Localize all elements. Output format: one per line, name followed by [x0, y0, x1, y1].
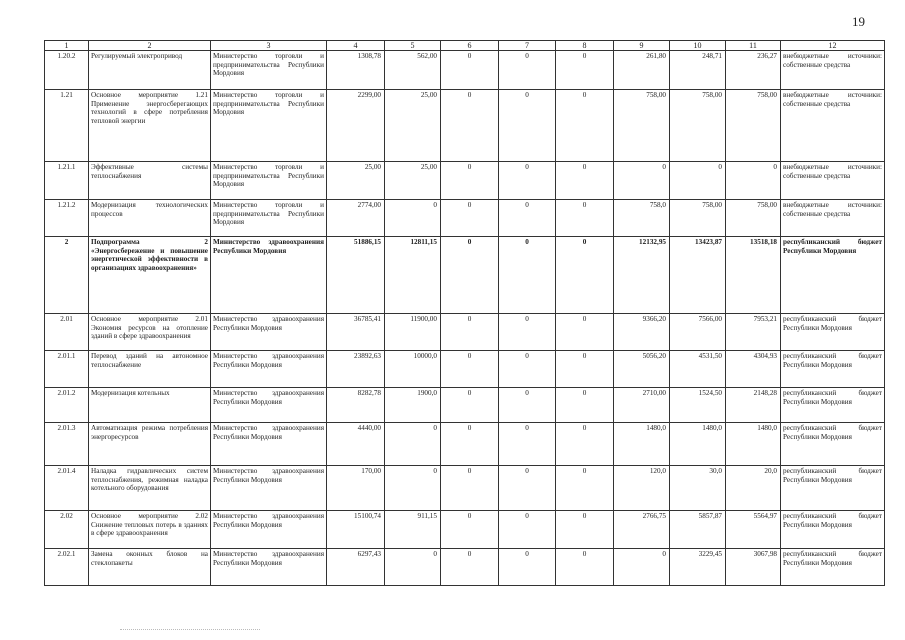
cell-executor: Министерство здравоохранения Республики Мордовия	[211, 549, 327, 586]
column-header: 8	[556, 41, 614, 51]
column-header: 7	[499, 41, 556, 51]
cell-name: Основное мероприятие 1.21 Применение энергосберегающих технологий в сфере потребления тепловой энергии	[89, 90, 211, 162]
cell-code: 1.21	[45, 90, 89, 162]
cell-name: Эффективные системы теплоснабжения	[89, 162, 211, 200]
cell-c4: 8282,78	[327, 388, 385, 423]
cell-c10: 7566,00	[670, 314, 726, 351]
cell-c11: 758,00	[726, 90, 781, 162]
cell-c6: 0	[441, 511, 499, 549]
cell-c8: 0	[556, 314, 614, 351]
cell-code: 2.02	[45, 511, 89, 549]
cell-c8: 0	[556, 237, 614, 314]
cell-c9: 120,0	[614, 466, 670, 511]
cell-c8: 0	[556, 90, 614, 162]
table-row	[45, 51, 885, 90]
cell-c4: 1308,78	[327, 51, 385, 90]
cell-c8: 0	[556, 423, 614, 466]
cell-c4: 25,00	[327, 162, 385, 200]
cell-executor: Министерство здравоохранения Республики Мордовия	[211, 466, 327, 511]
cell-name: Автоматизация режима потребления энергоресурсов	[89, 423, 211, 466]
table-row	[45, 237, 885, 314]
cell-c7: 0	[499, 200, 556, 237]
cell-c6: 0	[441, 423, 499, 466]
cell-c10: 1480,0	[670, 423, 726, 466]
cell-c9: 758,0	[614, 200, 670, 237]
cell-c5: 10000,0	[385, 351, 441, 388]
cell-c4: 51886,15	[327, 237, 385, 314]
table-row	[45, 200, 885, 237]
cell-c11: 3067,98	[726, 549, 781, 586]
column-header: 5	[385, 41, 441, 51]
cell-c10: 5857,87	[670, 511, 726, 549]
page-number: 19	[852, 14, 865, 29]
cell-executor: Министерство здравоохранения Республики Мордовия	[211, 423, 327, 466]
table-row	[45, 423, 885, 466]
cell-c6: 0	[441, 466, 499, 511]
table-row	[45, 90, 885, 162]
cell-c10: 758,00	[670, 200, 726, 237]
footer-mark	[120, 629, 260, 630]
cell-code: 2.01.2	[45, 388, 89, 423]
cell-c5: 911,15	[385, 511, 441, 549]
cell-source: республиканский бюджет Республики Мордовия	[781, 423, 885, 466]
cell-c7: 0	[499, 51, 556, 90]
cell-c10: 0	[670, 162, 726, 200]
cell-c9: 261,80	[614, 51, 670, 90]
cell-c4: 2299,00	[327, 90, 385, 162]
cell-executor: Министерство торговли и предпринимательства Республики Мордовия	[211, 90, 327, 162]
cell-name: Подпрограмма 2 «Энергосбережение и повышение энергетической эффективности в организациях здравоохранения»	[89, 237, 211, 314]
table-row	[45, 549, 885, 586]
table-row	[45, 162, 885, 200]
cell-c7: 0	[499, 423, 556, 466]
cell-c5: 0	[385, 200, 441, 237]
cell-c8: 0	[556, 511, 614, 549]
column-header: 1	[45, 41, 89, 51]
cell-source: республиканский бюджет Республики Мордовия	[781, 237, 885, 314]
cell-source: внебюджетные источники: собственные средства	[781, 200, 885, 237]
cell-name: Модернизация котельных	[89, 388, 211, 423]
cell-c9: 1480,0	[614, 423, 670, 466]
cell-code: 2.01.4	[45, 466, 89, 511]
cell-name: Основное мероприятие 2.02 Снижение тепловых потерь в зданиях в сфере здравоохранения	[89, 511, 211, 549]
column-header: 9	[614, 41, 670, 51]
cell-source: внебюджетные источники: собственные средства	[781, 51, 885, 90]
cell-executor: Министерство здравоохранения Республики Мордовия	[211, 351, 327, 388]
cell-source: республиканский бюджет Республики Мордовия	[781, 314, 885, 351]
cell-name: Наладка гидравлических систем теплоснабжения, режимная наладка котельного оборудования	[89, 466, 211, 511]
cell-c7: 0	[499, 511, 556, 549]
column-header: 10	[670, 41, 726, 51]
column-header: 6	[441, 41, 499, 51]
cell-c6: 0	[441, 314, 499, 351]
cell-name: Замена оконных блоков на стеклопакеты	[89, 549, 211, 586]
cell-c9: 12132,95	[614, 237, 670, 314]
cell-c7: 0	[499, 549, 556, 586]
cell-c8: 0	[556, 466, 614, 511]
cell-name: Модернизация технологических процессов	[89, 200, 211, 237]
table-row	[45, 466, 885, 511]
cell-c4: 170,00	[327, 466, 385, 511]
cell-code: 2.01	[45, 314, 89, 351]
cell-c10: 758,00	[670, 90, 726, 162]
cell-c4: 6297,43	[327, 549, 385, 586]
cell-source: республиканский бюджет Республики Мордовия	[781, 351, 885, 388]
cell-c6: 0	[441, 549, 499, 586]
cell-c4: 4440,00	[327, 423, 385, 466]
cell-executor: Министерство торговли и предпринимательства Республики Мордовия	[211, 200, 327, 237]
cell-c6: 0	[441, 162, 499, 200]
cell-c7: 0	[499, 90, 556, 162]
column-header: 4	[327, 41, 385, 51]
cell-c6: 0	[441, 200, 499, 237]
cell-name: Перевод зданий на автономное теплоснабжение	[89, 351, 211, 388]
cell-c5: 0	[385, 423, 441, 466]
cell-c10: 30,0	[670, 466, 726, 511]
cell-c9: 758,00	[614, 90, 670, 162]
cell-code: 2.02.1	[45, 549, 89, 586]
cell-source: республиканский бюджет Республики Мордовия	[781, 549, 885, 586]
cell-source: республиканский бюджет Республики Мордовия	[781, 388, 885, 423]
table-row	[45, 388, 885, 423]
cell-c11: 4304,93	[726, 351, 781, 388]
cell-c10: 1524,50	[670, 388, 726, 423]
cell-c6: 0	[441, 351, 499, 388]
cell-c8: 0	[556, 162, 614, 200]
cell-c8: 0	[556, 351, 614, 388]
cell-code: 1.21.2	[45, 200, 89, 237]
cell-c10: 13423,87	[670, 237, 726, 314]
cell-c11: 1480,0	[726, 423, 781, 466]
cell-c9: 9366,20	[614, 314, 670, 351]
table-row	[45, 314, 885, 351]
cell-c9: 2710,00	[614, 388, 670, 423]
table-row	[45, 511, 885, 549]
cell-c5: 11900,00	[385, 314, 441, 351]
cell-source: внебюджетные источники: собственные средства	[781, 90, 885, 162]
cell-c9: 0	[614, 549, 670, 586]
cell-c9: 0	[614, 162, 670, 200]
cell-c6: 0	[441, 388, 499, 423]
cell-c8: 0	[556, 51, 614, 90]
column-header: 12	[781, 41, 885, 51]
cell-executor: Министерство здравоохранения Республики Мордовия	[211, 314, 327, 351]
cell-executor: Министерство здравоохранения Республики Мордовия	[211, 388, 327, 423]
cell-c5: 25,00	[385, 90, 441, 162]
cell-source: внебюджетные источники: собственные средства	[781, 162, 885, 200]
cell-c5: 0	[385, 466, 441, 511]
cell-c4: 36785,41	[327, 314, 385, 351]
cell-c5: 0	[385, 549, 441, 586]
cell-code: 2.01.1	[45, 351, 89, 388]
cell-c10: 4531,50	[670, 351, 726, 388]
cell-c4: 23892,63	[327, 351, 385, 388]
cell-executor: Министерство торговли и предпринимательства Республики Мордовия	[211, 51, 327, 90]
cell-c6: 0	[441, 51, 499, 90]
cell-c7: 0	[499, 162, 556, 200]
cell-c6: 0	[441, 90, 499, 162]
cell-c7: 0	[499, 388, 556, 423]
cell-c7: 0	[499, 314, 556, 351]
cell-c10: 3229,45	[670, 549, 726, 586]
column-header: 2	[89, 41, 211, 51]
cell-code: 2.01.3	[45, 423, 89, 466]
cell-c6: 0	[441, 237, 499, 314]
cell-c8: 0	[556, 549, 614, 586]
cell-c11: 2148,28	[726, 388, 781, 423]
cell-c8: 0	[556, 200, 614, 237]
cell-c11: 13518,18	[726, 237, 781, 314]
column-header: 11	[726, 41, 781, 51]
cell-source: республиканский бюджет Республики Мордовия	[781, 511, 885, 549]
cell-c5: 12811,15	[385, 237, 441, 314]
cell-c11: 5564,97	[726, 511, 781, 549]
cell-code: 1.21.1	[45, 162, 89, 200]
cell-c9: 2766,75	[614, 511, 670, 549]
cell-c11: 236,27	[726, 51, 781, 90]
cell-c7: 0	[499, 351, 556, 388]
cell-name: Основное мероприятие 2.01 Экономия ресурсов на отопление зданий в сфере здравоохранения	[89, 314, 211, 351]
cell-executor: Министерство здравоохранения Республики Мордовия	[211, 511, 327, 549]
table-row	[45, 351, 885, 388]
cell-c11: 20,0	[726, 466, 781, 511]
cell-code: 2	[45, 237, 89, 314]
cell-source: республиканский бюджет Республики Мордовия	[781, 466, 885, 511]
cell-c10: 248,71	[670, 51, 726, 90]
cell-executor: Министерство торговли и предпринимательства Республики Мордовия	[211, 162, 327, 200]
cell-c4: 2774,00	[327, 200, 385, 237]
cell-name: Регулируемый электропривод	[89, 51, 211, 90]
column-header-row	[45, 41, 885, 51]
cell-c8: 0	[556, 388, 614, 423]
cell-c7: 0	[499, 237, 556, 314]
cell-code: 1.20.2	[45, 51, 89, 90]
cell-c9: 5056,20	[614, 351, 670, 388]
cell-c5: 562,00	[385, 51, 441, 90]
cell-c11: 7953,21	[726, 314, 781, 351]
cell-c5: 1900,0	[385, 388, 441, 423]
cell-c5: 25,00	[385, 162, 441, 200]
program-table	[44, 40, 885, 586]
cell-c7: 0	[499, 466, 556, 511]
cell-c11: 0	[726, 162, 781, 200]
cell-executor: Министерство здравоохранения Республики Мордовия	[211, 237, 327, 314]
cell-c11: 758,00	[726, 200, 781, 237]
column-header: 3	[211, 41, 327, 51]
cell-c4: 15100,74	[327, 511, 385, 549]
